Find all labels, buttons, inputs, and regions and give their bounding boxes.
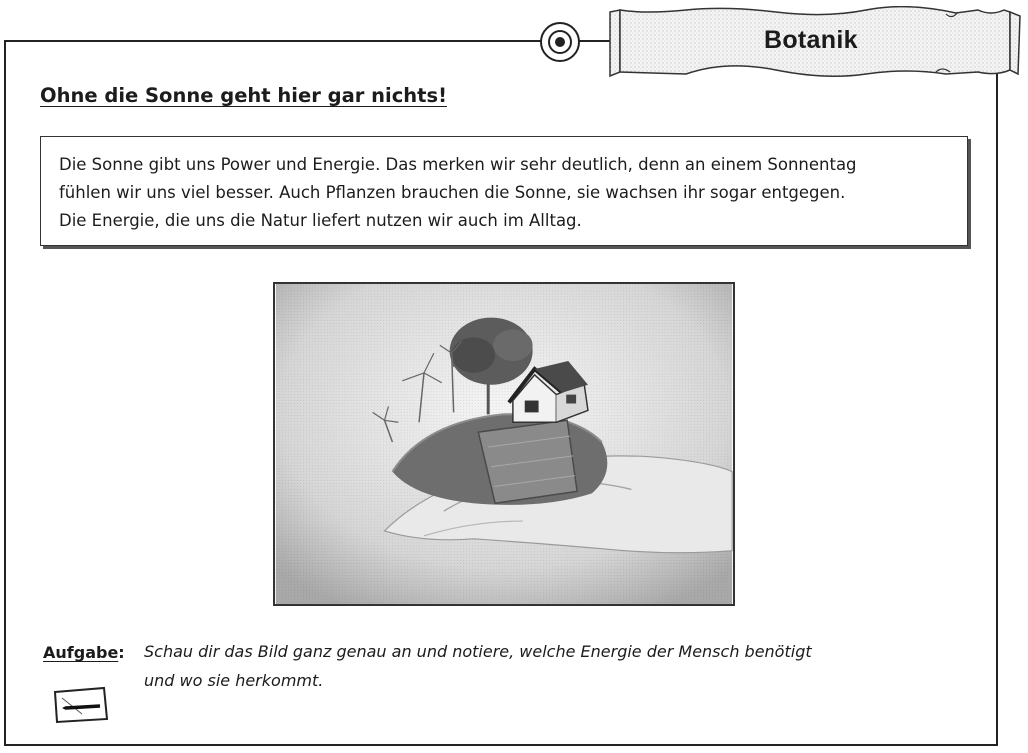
intro-line: Die Sonne gibt uns Power und Energie. Das merken wir sehr deutlich, denn an einem Sonnentag [59, 155, 857, 174]
intro-line: fühlen wir uns viel besser. Auch Pflanzen brauchen die Sonne, sie wachsen ihr sogar entgegen. [59, 183, 846, 202]
task-line: Schau dir das Bild ganz genau an und notiere, welche Energie der Mensch benötigt [144, 642, 812, 661]
task-instruction [144, 637, 944, 695]
intro-text-box [40, 136, 968, 246]
banner-title: Botanik [764, 26, 858, 54]
task-label [43, 643, 125, 662]
task-line: und wo sie herkommt. [144, 671, 324, 690]
pencil-icon [52, 686, 110, 724]
task-label-text: Aufgabe [43, 643, 119, 662]
target-icon [538, 20, 582, 64]
page-title: Ohne die Sonne geht hier gar nichts! [40, 84, 447, 107]
task-label-colon: : [118, 643, 125, 662]
illustration-hand-with-house [273, 282, 735, 606]
intro-line: Die Energie, die uns die Natur liefert nutzen wir auch im Alltag. [59, 211, 582, 230]
